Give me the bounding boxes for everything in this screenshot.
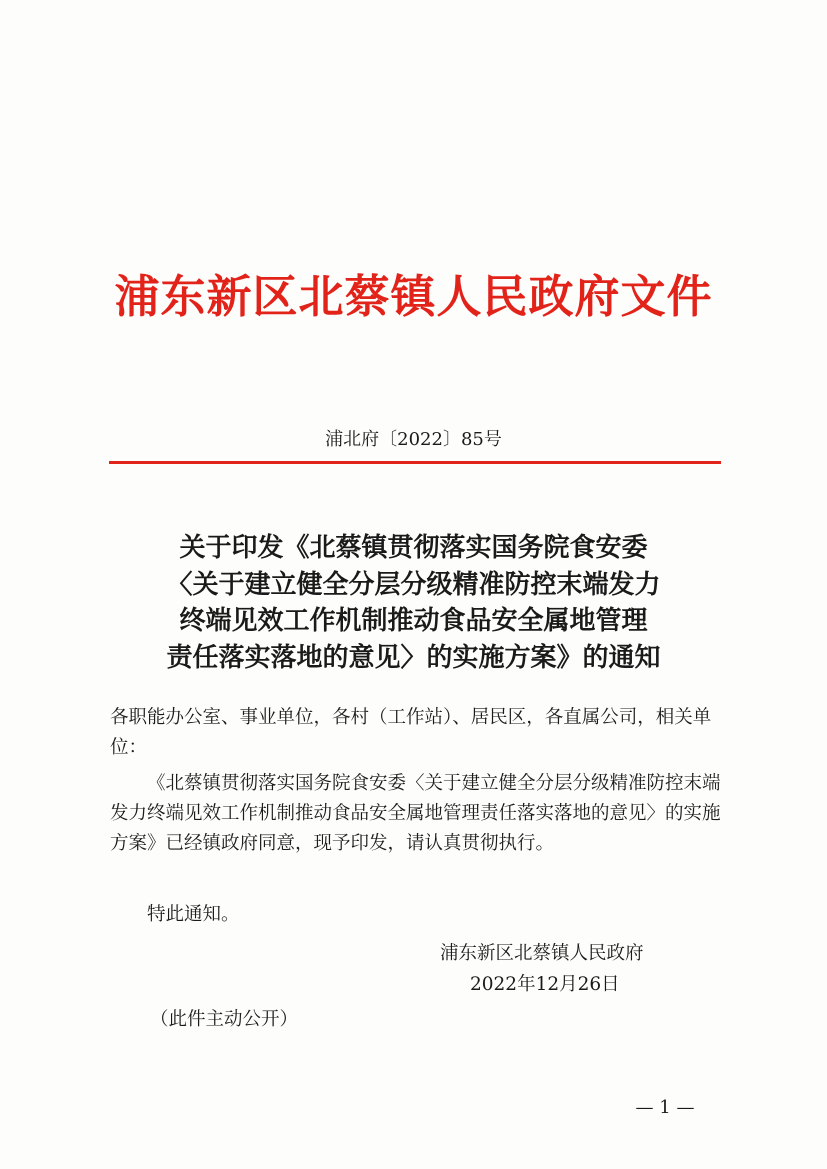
document-title xyxy=(80,530,747,676)
addressee: 各职能办公室、事业单位，各村（工作站）、居民区，各直属公司，相关单位： xyxy=(110,707,712,758)
title-line-4: 责任落实落地的意见〉的实施方案》的通知 xyxy=(166,642,661,673)
title-line-2: 〈关于建立健全分层分级精准防控末端发力 xyxy=(166,569,661,600)
red-divider-line xyxy=(109,461,721,464)
issue-date: 2022年12月26日 xyxy=(470,974,620,995)
title-line-3: 终端见效工作机制推动食品安全属地管理 xyxy=(179,606,648,636)
closing-remark: 特此通知。 xyxy=(147,904,240,925)
issuing-authority: 浦东新区北蔡镇人民政府 xyxy=(440,943,644,964)
body-paragraph: 《北蔡镇贯彻落实国务院食安委〈关于建立健全分层分级精准防控末端发力终端见效工作机制推动食品安全属地管理责任落实落地的意见〉的实施方案》已经镇政府同意，现予印发，请认真贯彻执行。 xyxy=(110,773,721,854)
document-masthead: 浦东新区北蔡镇人民政府文件 xyxy=(114,270,713,323)
disclosure-note: （此件主动公开） xyxy=(150,1009,299,1030)
document-number: 浦北府〔2022〕85号 xyxy=(325,429,502,450)
title-line-1: 关于印发《北蔡镇贯彻落实国务院食安委 xyxy=(179,533,648,563)
page-number: — 1 — xyxy=(635,1097,695,1118)
